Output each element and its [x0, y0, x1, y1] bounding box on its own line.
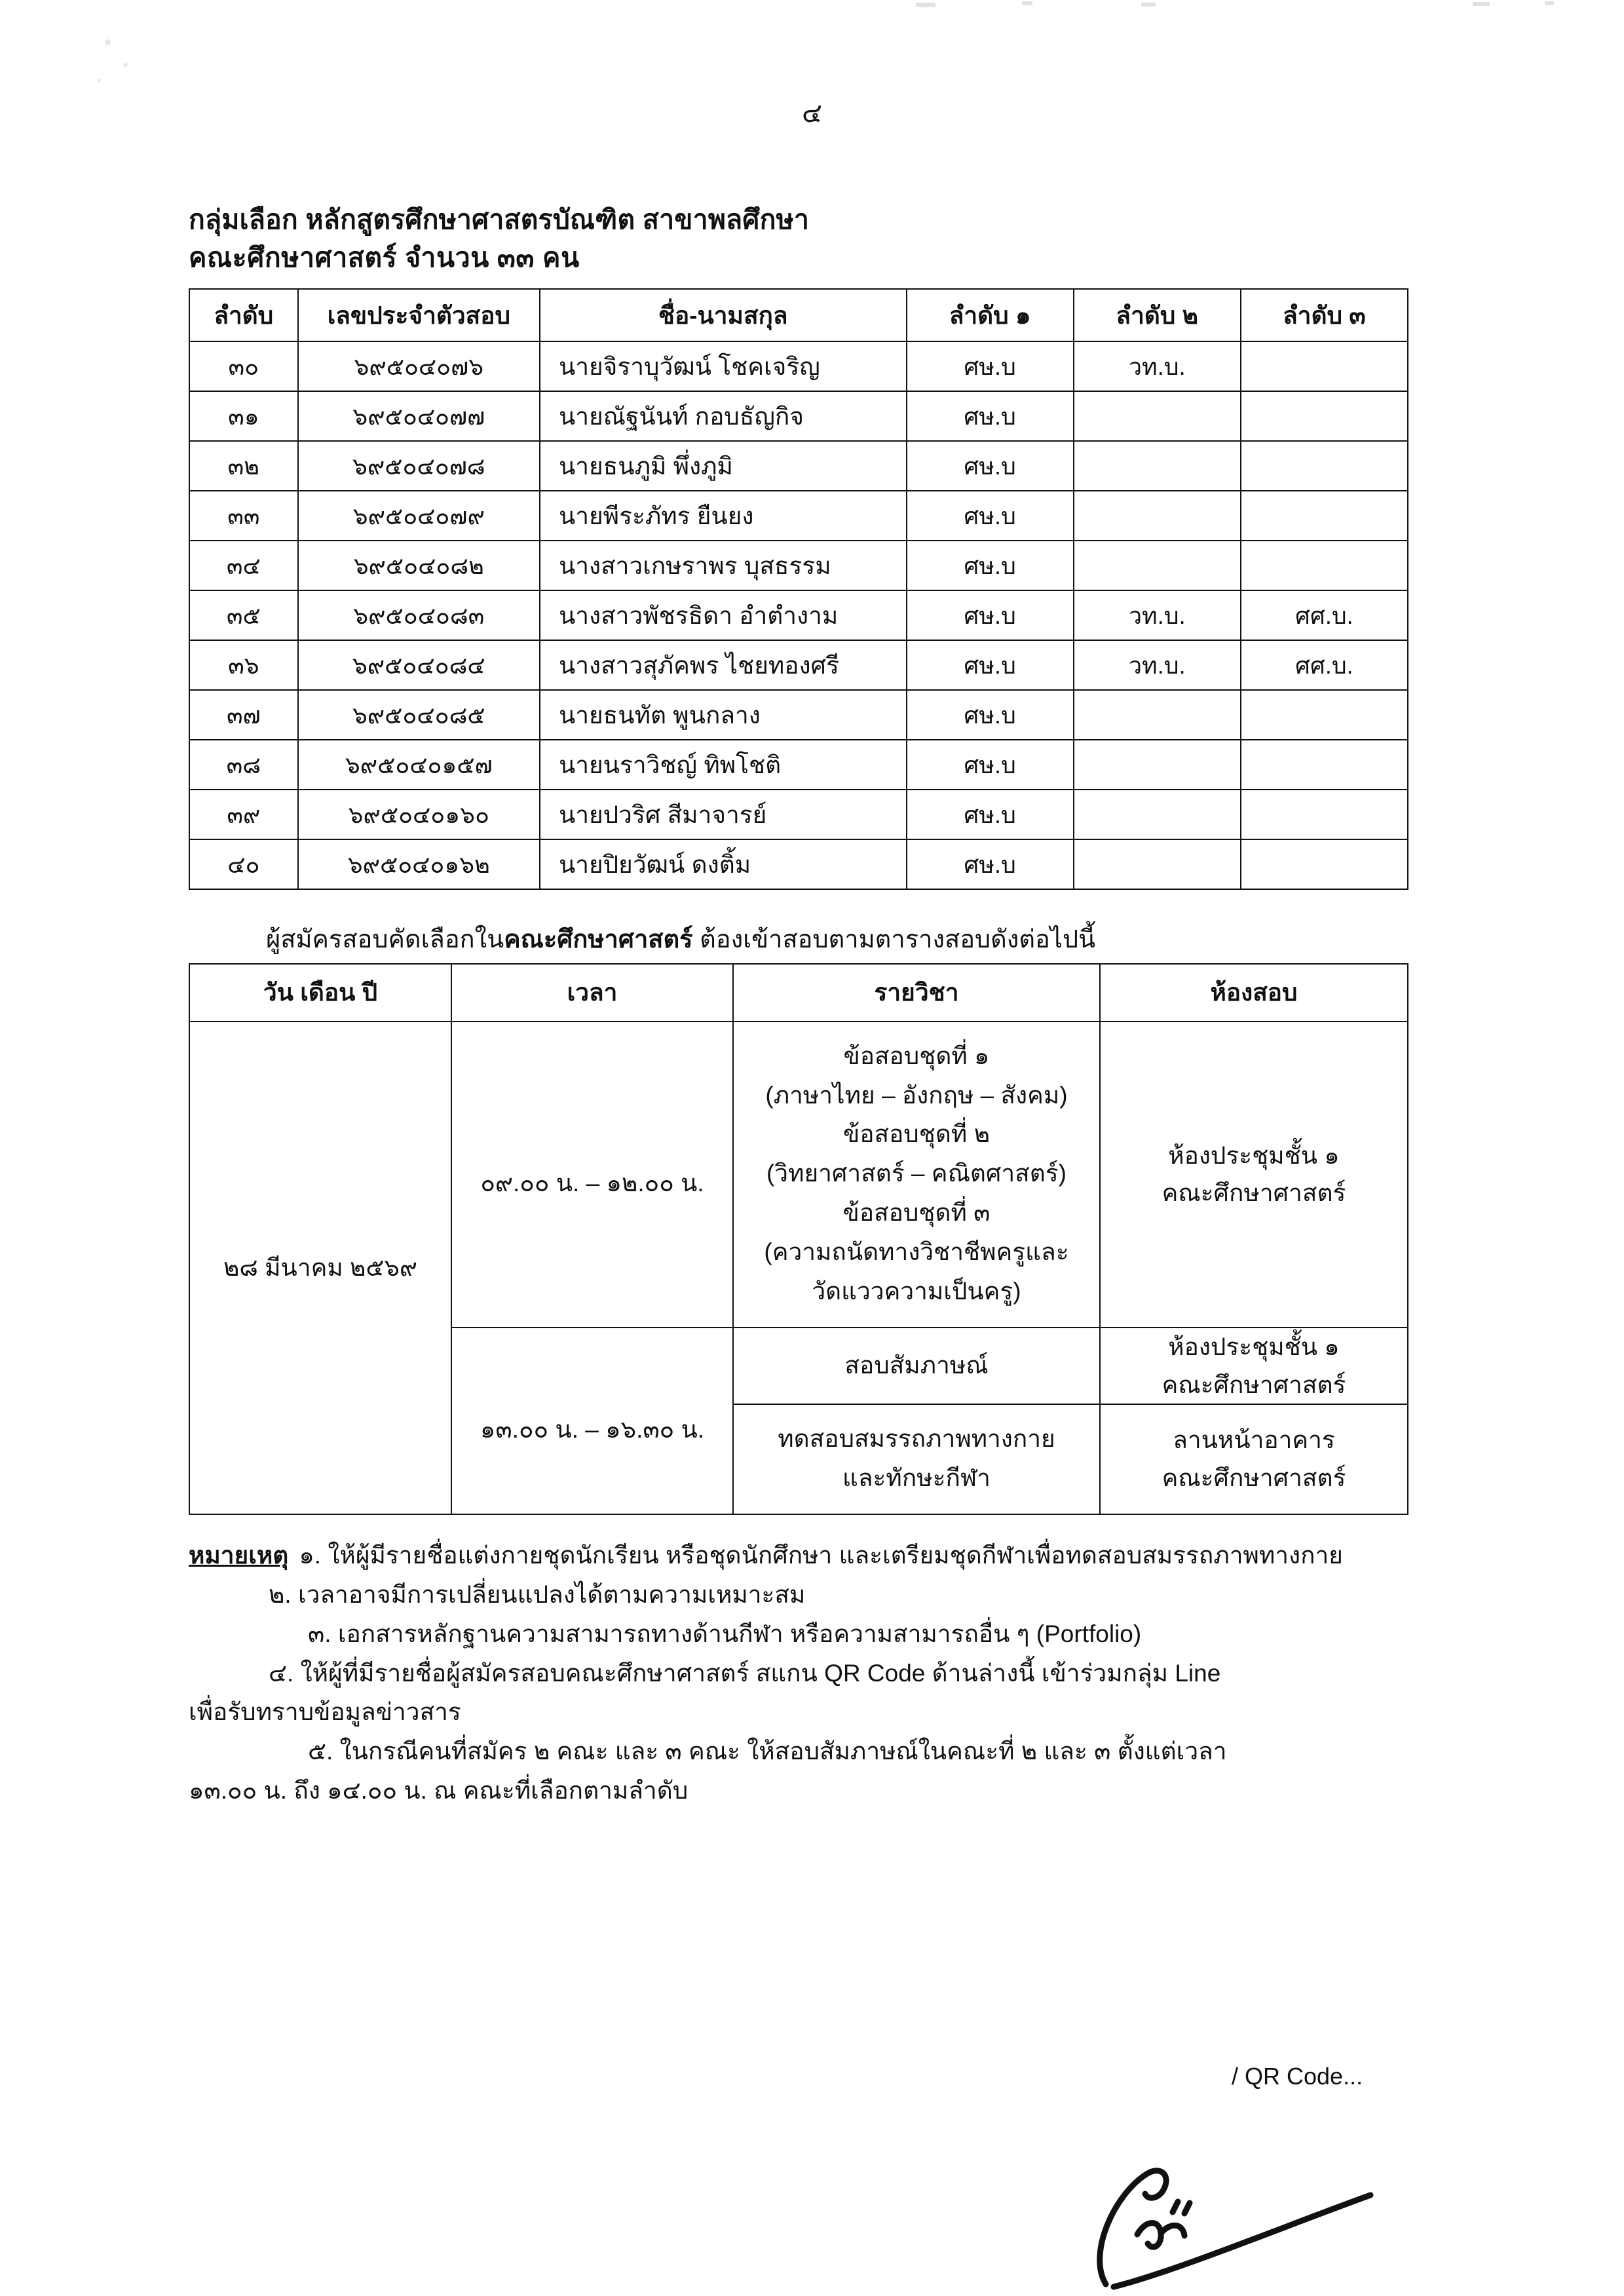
scan-artifact — [1473, 2, 1490, 6]
faculty-count-heading: คณะศึกษาศาสตร์ จำนวน ๓๓ คน — [189, 242, 580, 273]
note-item — [189, 1575, 1408, 1615]
text-line: คณะศึกษาศาสตร์ — [1161, 1179, 1346, 1207]
schedule-table-body — [189, 1022, 1408, 1514]
applicant-rank-1: ศษ.บ — [907, 690, 1074, 740]
applicant-rank-3 — [1241, 740, 1408, 790]
applicant-name: นายจิราบุวัฒน์ โชคเจริญ — [540, 341, 907, 391]
column-header-rank-3: ลำดับ ๓ — [1241, 289, 1408, 341]
text-line: สอบสัมภาษณ์ — [844, 1351, 989, 1379]
applicant-name: นายณัฐนันท์ กอบธัญกิจ — [540, 391, 907, 441]
scan-artifact — [1141, 3, 1156, 7]
table-row — [189, 541, 1408, 590]
applicant-name: นายธนทัต พูนกลาง — [540, 690, 907, 740]
text-line: ห้องประชุมชั้น ๑ — [1168, 1333, 1340, 1361]
applicant-exam-number: ๖๙๕๐๔๐๘๔ — [298, 640, 540, 690]
table-row — [189, 341, 1408, 391]
note-text: ๔. ให้ผู้ที่มีรายชื่อผู้สมัครสอบคณะศึกษาศาสตร์ สแกน QR Code ด้านล่างนี้ เข้าร่วมกลุ่ม Line — [269, 1659, 1221, 1687]
applicant-rank-2 — [1074, 391, 1241, 441]
applicant-rank-1: ศษ.บ — [907, 541, 1074, 590]
note-text: ๕. ในกรณีคนที่สมัคร ๒ คณะ และ ๓ คณะ ให้สอบสัมภาษณ์ในคณะที่ ๒ และ ๓ ตั้งแต่เวลา — [308, 1738, 1227, 1765]
text-line: ข้อสอบชุดที่ ๓ — [842, 1199, 991, 1227]
column-header-order: ลำดับ — [189, 289, 298, 341]
notes-label: หมายเหตุ — [189, 1541, 289, 1569]
applicant-order: ๓๒ — [189, 441, 298, 491]
program-heading: กลุ่มเลือก หลักสูตรศึกษาศาสตรบัณฑิต สาขาพลศึกษา — [189, 204, 810, 235]
scan-artifact — [123, 63, 128, 67]
scan-artifact — [105, 39, 111, 45]
applicant-exam-number: ๖๙๕๐๔๐๗๙ — [298, 491, 540, 541]
table-header-row — [189, 289, 1408, 341]
schedule-room — [1100, 1022, 1408, 1328]
note-item — [189, 1654, 1408, 1693]
scan-artifact — [916, 3, 935, 7]
schedule-room — [1100, 1328, 1408, 1404]
applicant-exam-number: ๖๙๕๐๔๐๑๕๗ — [298, 740, 540, 790]
scan-artifact — [97, 79, 101, 83]
notes-section — [189, 1536, 1408, 1811]
applicant-rank-1: ศษ.บ — [907, 491, 1074, 541]
note-text: ๑. ให้ผู้มีรายชื่อแต่งกายชุดนักเรียน หรือชุดนักศึกษา และเตรียมชุดกีฬาเพื่อทดสอบสมรรถภาพทางกาย — [299, 1541, 1343, 1569]
applicant-order: ๓๑ — [189, 391, 298, 441]
column-header-exam-no: เลขประจำตัวสอบ — [298, 289, 540, 341]
applicant-rank-2 — [1074, 690, 1241, 740]
note-item — [189, 1536, 1408, 1575]
column-header-rank-2: ลำดับ ๒ — [1074, 289, 1241, 341]
applicant-rank-2: วท.บ. — [1074, 640, 1241, 690]
schedule-time: ๑๓.๐๐ น. – ๑๖.๓๐ น. — [451, 1328, 733, 1514]
text-line: (ภาษาไทย – อังกฤษ – สังคม) — [765, 1081, 1068, 1109]
applicant-rank-2: วท.บ. — [1074, 590, 1241, 640]
schedule-subject — [733, 1022, 1100, 1328]
note-text: ๑๓.๐๐ น. ถึง ๑๔.๐๐ น. ณ คณะที่เลือกตามลำดับ — [189, 1777, 689, 1805]
room-lines — [1105, 1421, 1403, 1497]
applicant-rank-1: ศษ.บ — [907, 590, 1074, 640]
applicant-name: นางสาวเกษราพร บุสธรรม — [540, 541, 907, 590]
schedule-subject — [733, 1404, 1100, 1514]
applicant-rank-2 — [1074, 740, 1241, 790]
applicant-name: นายพีระภัทร ยืนยง — [540, 491, 907, 541]
note-text: เพื่อรับทราบข้อมูลข่าวสาร — [189, 1698, 461, 1726]
applicant-rank-3 — [1241, 541, 1408, 590]
applicant-order: ๓๐ — [189, 341, 298, 391]
text-line: คณะศึกษาศาสตร์ — [1161, 1464, 1346, 1491]
note-item — [189, 1732, 1408, 1771]
applicant-exam-number: ๖๙๕๐๔๐๑๖๐ — [298, 790, 540, 839]
table-row — [189, 690, 1408, 740]
applicant-exam-number: ๖๙๕๐๔๐๗๗ — [298, 391, 540, 441]
schedule-room — [1100, 1404, 1408, 1514]
text-line: ทดสอบสมรรถภาพทางกาย — [778, 1425, 1055, 1452]
schedule-intro-prefix: ผู้สมัครสอบคัดเลือกใน — [266, 926, 504, 954]
applicant-order: ๓๖ — [189, 640, 298, 690]
applicant-name: นายปิยวัฒน์ ดงติ้ม — [540, 839, 907, 889]
applicant-exam-number: ๖๙๕๐๔๐๑๖๒ — [298, 839, 540, 889]
note-item — [189, 1693, 1408, 1732]
applicant-rank-1: ศษ.บ — [907, 790, 1074, 839]
applicant-rank-1: ศษ.บ — [907, 341, 1074, 391]
table-row — [189, 441, 1408, 491]
schedule-row — [189, 1022, 1408, 1328]
text-line: คณะศึกษาศาสตร์ — [1161, 1371, 1346, 1398]
schedule-subject — [733, 1328, 1100, 1404]
applicant-name: นายธนภูมิ พึ่งภูมิ — [540, 441, 907, 491]
applicant-order: ๓๕ — [189, 590, 298, 640]
applicant-exam-number: ๖๙๕๐๔๐๗๘ — [298, 441, 540, 491]
applicant-rank-1: ศษ.บ — [907, 640, 1074, 690]
table-row — [189, 740, 1408, 790]
applicant-rank-1: ศษ.บ — [907, 391, 1074, 441]
text-line: วัดแววความเป็นครู) — [812, 1278, 1021, 1305]
applicant-rank-1: ศษ.บ — [907, 740, 1074, 790]
text-line: และทักษะกีฬา — [842, 1464, 991, 1491]
text-line: ลานหน้าอาคาร — [1173, 1426, 1335, 1454]
applicant-exam-number: ๖๙๕๐๔๐๘๓ — [298, 590, 540, 640]
column-header-date: วัน เดือน ปี — [189, 964, 451, 1022]
applicant-name: นางสาวพัชรธิดา อำตำงาม — [540, 590, 907, 640]
note-text: ๒. เวลาอาจมีการเปลี่ยนแปลงได้ตามความเหมาะสม — [269, 1580, 806, 1608]
schedule-intro-suffix: ต้องเข้าสอบตามตารางสอบดังต่อไปนี้ — [692, 926, 1096, 954]
signature — [1074, 2156, 1376, 2293]
text-line: ห้องประชุมชั้น ๑ — [1168, 1142, 1340, 1170]
applicant-order: ๓๙ — [189, 790, 298, 839]
room-lines — [1105, 1328, 1403, 1404]
text-line: ข้อสอบชุดที่ ๑ — [843, 1042, 990, 1069]
qr-code-footer-note: / QR Code... — [1232, 2063, 1363, 2090]
applicants-table — [189, 288, 1408, 890]
applicant-rank-2 — [1074, 839, 1241, 889]
table-row — [189, 839, 1408, 889]
subject-lines — [738, 1331, 1095, 1401]
applicant-rank-3 — [1241, 441, 1408, 491]
schedule-table — [189, 963, 1408, 1515]
applicant-exam-number: ๖๙๕๐๔๐๘๕ — [298, 690, 540, 740]
applicant-rank-2 — [1074, 441, 1241, 491]
applicant-order: ๓๓ — [189, 491, 298, 541]
column-header-room: ห้องสอบ — [1100, 964, 1408, 1022]
note-text: ๓. เอกสารหลักฐานความสามารถทางด้านกีฬา หรือความสามารถอื่น ๆ (Portfolio) — [308, 1620, 1142, 1647]
text-line: (วิทยาศาสตร์ – คณิตศาสตร์) — [766, 1160, 1067, 1187]
applicant-exam-number: ๖๙๕๐๔๐๘๒ — [298, 541, 540, 590]
applicant-rank-3: ศศ.บ. — [1241, 640, 1408, 690]
applicant-rank-3: ศศ.บ. — [1241, 590, 1408, 640]
column-header-name: ชื่อ-นามสกุล — [540, 289, 907, 341]
applicant-order: ๓๔ — [189, 541, 298, 590]
applicant-rank-3 — [1241, 839, 1408, 889]
schedule-intro-faculty: คณะศึกษาศาสตร์ — [504, 926, 693, 954]
applicant-rank-3 — [1241, 491, 1408, 541]
applicant-order: ๔๐ — [189, 839, 298, 889]
column-header-subject: รายวิชา — [733, 964, 1100, 1022]
schedule-date: ๒๘ มีนาคม ๒๕๖๙ — [189, 1022, 451, 1514]
applicant-rank-3 — [1241, 341, 1408, 391]
applicants-table-body — [189, 341, 1408, 889]
text-line: (ความถนัดทางวิชาชีพครูและ — [764, 1238, 1069, 1266]
note-item — [189, 1771, 1408, 1810]
page-number: ๔ — [801, 98, 823, 128]
note-item — [189, 1615, 1408, 1654]
scan-artifact — [1022, 1, 1032, 5]
table-row — [189, 790, 1408, 839]
table-row — [189, 491, 1408, 541]
applicant-rank-2 — [1074, 541, 1241, 590]
room-lines — [1105, 1137, 1403, 1212]
table-row — [189, 640, 1408, 690]
applicant-rank-1: ศษ.บ — [907, 441, 1074, 491]
applicant-order: ๓๘ — [189, 740, 298, 790]
column-header-time: เวลา — [451, 964, 733, 1022]
applicant-rank-1: ศษ.บ — [907, 839, 1074, 889]
applicant-rank-3 — [1241, 790, 1408, 839]
applicant-exam-number: ๖๙๕๐๔๐๗๖ — [298, 341, 540, 391]
text-line: ข้อสอบชุดที่ ๒ — [842, 1120, 990, 1148]
table-row — [189, 590, 1408, 640]
subject-lines — [738, 1405, 1095, 1514]
document-body — [189, 202, 1408, 1810]
applicant-name: นายนราวิชญ์ ทิพโชติ — [540, 740, 907, 790]
schedule-intro — [266, 924, 1408, 956]
applicant-rank-3 — [1241, 391, 1408, 441]
applicant-name: นางสาวสุภัคพร ไชยทองศรี — [540, 640, 907, 690]
applicant-rank-2 — [1074, 790, 1241, 839]
applicant-rank-2: วท.บ. — [1074, 341, 1241, 391]
applicant-rank-3 — [1241, 690, 1408, 740]
subject-lines — [738, 1022, 1095, 1328]
schedule-time: ๐๙.๐๐ น. – ๑๒.๐๐ น. — [451, 1022, 733, 1328]
scan-artifact — [1545, 1, 1554, 5]
table-row — [189, 391, 1408, 441]
applicant-name: นายปวริศ สีมาจารย์ — [540, 790, 907, 839]
applicant-rank-2 — [1074, 491, 1241, 541]
column-header-rank-1: ลำดับ ๑ — [907, 289, 1074, 341]
schedule-header-row — [189, 964, 1408, 1022]
applicant-order: ๓๗ — [189, 690, 298, 740]
